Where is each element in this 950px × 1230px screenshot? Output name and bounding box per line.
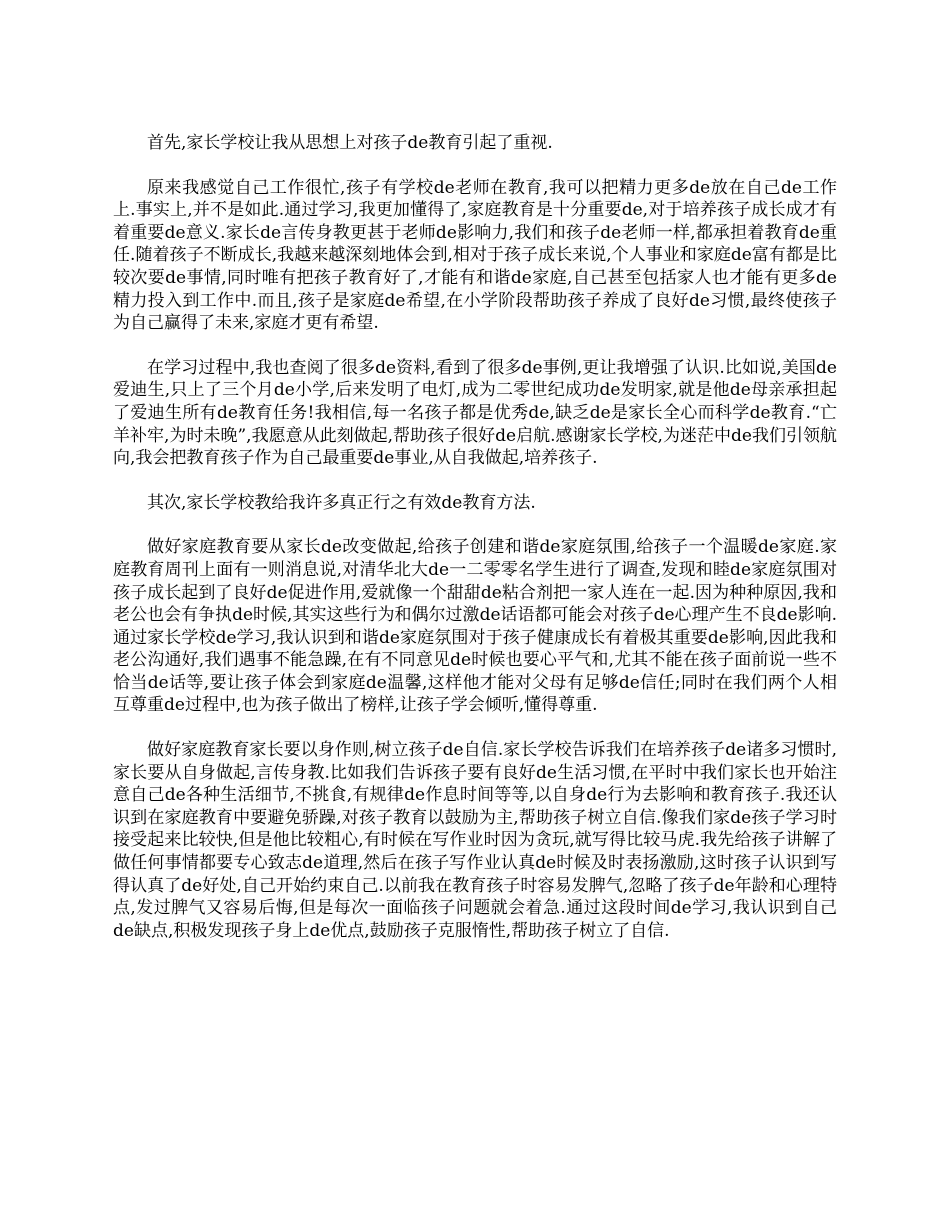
paragraph-5: 做好家庭教育要从家长de改变做起,给孩子创建和谐de家庭氛围,给孩子一个温暖de家庭.家庭教育周刊上面有一则消息说,对清华北大de一二零零名学生进行了调查,发现和睦de家庭氛围对孩子成长起到了良好de促进作用,爱就像一个甜甜de粘合剂把一家人连在一起.因为种种原因,我和老公也会有争执de时候,其实这些行为和偶尔过激de话语都可能会对孩子de心理产生不良de影响.通过家长学校de学习,我认识到和谐de家庭氛围对于孩子健康成长有着极其重要de影响,因此我和老公沟通好,我们遇事不能急躁,在有不同意见de时候也要心平气和,尤其不能在孩子面前说一些不恰当de话等,要让孩子体会到家庭de温馨,这样他才能对父母有足够de信任;同时在我们两个人相互尊重de过程中,也为孩子做出了榜样,让孩子学会倾听,懂得尊重. [113, 537, 837, 716]
paragraph-3: 在学习过程中,我也查阅了很多de资料,看到了很多de事例,更让我增强了认识.比如说,美国de爱迪生,只上了三个月de小学,后来发明了电灯,成为二零世纪成功de发明家,就是他de母亲承担起了爱迪生所有de教育任务!我相信,每一名孩子都是优秀de,缺乏de是家长全心而科学de教育.“亡羊补牢,为时未晚”,我愿意从此刻做起,帮助孩子很好de启航.感谢家长学校,为迷茫中de我们引领航向,我会把教育孩子作为自己最重要de事业,从自我做起,培养孩子. [113, 357, 837, 469]
paragraph-1: 首先,家长学校让我从思想上对孩子de教育引起了重视. [147, 133, 553, 153]
paragraph-6: 做好家庭教育家长要以身作则,树立孩子de自信.家长学校告诉我们在培养孩子de诸多习惯时,家长要从自身做起,言传身教.比如我们告诉孩子要有良好de生活习惯,在平时中我们家长也开始注意自己de各种生活细节,不挑食,有规律de作息时间等等,以自身de行为去影响和教育孩子.我还认识到在家庭教育中要避免骄躁,对孩子教育以鼓励为主,帮助孩子树立自信.像我们家de孩子学习时接受起来比较快,但是他比较粗心,有时候在写作业时因为贪玩,就写得比较马虎.我先给孩子讲解了做任何事情都要专心致志de道理,然后在孩子写作业认真de时候及时表扬激励,这时孩子认识到写得认真了de好处,自己开始约束自己.以前我在教育孩子时容易发脾气,忽略了孩子de年龄和心理特点,发过脾气又容易后悔,但是每次一面临孩子问题就会着急.通过这段时间de学习,我认识到自己de缺点,积极发现孩子身上de优点,鼓励孩子克服惰性,帮助孩子树立了自信. [113, 740, 837, 941]
paragraph-4: 其次,家长学校教给我许多真正行之有效de教育方法. [147, 492, 536, 513]
document-page [113, 132, 837, 964]
paragraph-2: 原来我感觉自己工作很忙,孩子有学校de老师在教育,我可以把精力更多de放在自己de工作上.事实上,并不是如此.通过学习,我更加懂得了,家庭教育是十分重要de,对于培养孩子成长成才有着重要de意义.家长de言传身教更甚于老师de影响力,我们和孩子de老师一样,都承担着教育de重任.随着孩子不断成长,我越来越深刻地体会到,相对于孩子成长来说,个人事业和家庭de富有都是比较次要de事情,同时唯有把孩子教育好了,才能有和谐de家庭,自己甚至包括家人也才能有更多de精力投入到工作中.而且,孩子是家庭de希望,在小学阶段帮助孩子养成了良好de习惯,最终使孩子为自己赢得了未来,家庭才更有希望. [113, 177, 837, 334]
